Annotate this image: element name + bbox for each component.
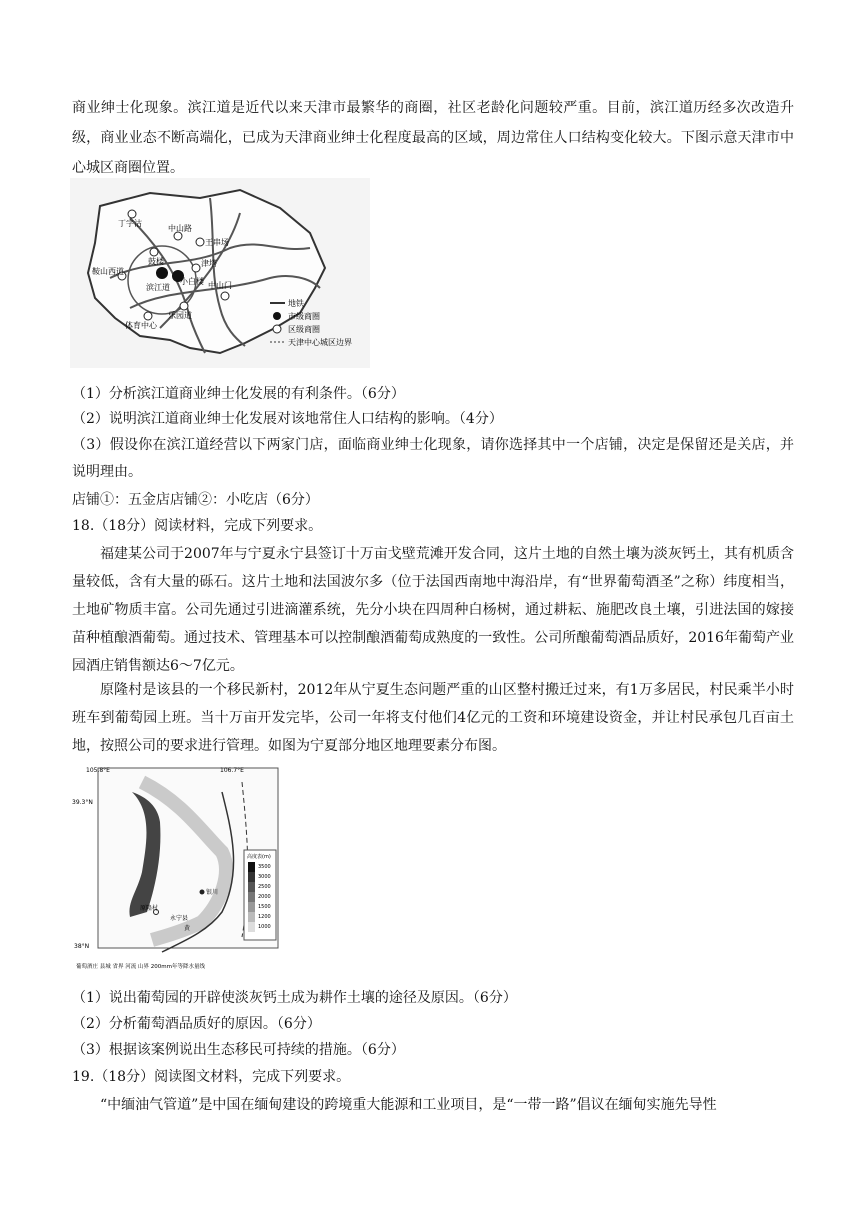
legend-value-2: 3000 (258, 874, 271, 880)
label-anshanxidao: 鞍山西道 (92, 267, 124, 276)
q19-heading: 19.（18分）阅读图文材料，完成下列要求。 (72, 1069, 351, 1085)
place-yinchuan: 银川 (206, 889, 219, 896)
label-tiyuzhongxin: 体育中心 (125, 321, 157, 330)
legend-value-5: 1500 (258, 904, 271, 910)
label-wangchuanchang: 王串场 (205, 238, 229, 247)
label-zhongshanmen: 中山门 (208, 281, 232, 290)
legend-district-level: 区级商圈 (288, 325, 320, 334)
label-zhongshanlu: 中山路 (168, 224, 192, 233)
legend-city-level: 市级商圈 (288, 312, 320, 321)
place-yongning: 永宁县 (170, 915, 189, 922)
legend-elevation-title: 高度表(m) (247, 854, 271, 860)
label-jinta: 津塔 (201, 259, 217, 268)
label-binjiangdao: 滨江道 (146, 283, 170, 292)
q18-paragraph-1: 福建某公司于2007年与宁夏永宁县签订十万亩戈壁荒滩开发合同，这片土地的自然土壤为淡灰钙土，其有机质含量较低，含有大量的砾石。这片土地和法国波尔多（位于法国西南地中海沿岸，有“世界葡萄酒圣”之称）纬度相当，土地矿物质丰富。公司先通过引进滴灌系统，先分小块在四周种白杨树，通过耕耘、施肥改良土壤，引进法国的嫁接苗种植酿酒葡萄。通过技术、管理基本可以控制酿酒葡萄成熟度的一致性。公司所酿葡萄酒品质好，2016年葡萄产业园酒庄销售额达6～7亿元。 (72, 546, 794, 674)
label-gulou: 鼓楼 (148, 257, 164, 266)
q18-paragraph-2: 原隆村是该县的一个移民新村，2012年从宁夏生态问题严重的山区整村搬迁过来，有1万多居民，村民乘半小时班车到葡萄园上班。当十万亩开发完毕，公司一年将支付他们4亿元的工资和环境建设资金，并让村民承包几百亩土地，按照公司的要求进行管理。如图为宁夏部分地区地理要素分布图。 (72, 682, 794, 754)
q18-heading: 18.（18分）阅读材料，完成下列要求。 (72, 518, 323, 534)
label-xiaobailou: 小白楼 (180, 277, 204, 286)
legend-boundary: 天津中心城区边界 (288, 338, 352, 347)
legend-value-4: 2000 (258, 894, 271, 900)
q18-part2: （2）分析葡萄酒品质好的原因。（6分） (72, 1016, 321, 1032)
q18-part3: （3）根据该案例说出生态移民可持续的措施。（6分） (72, 1042, 405, 1058)
place-huang: 黄 (184, 925, 191, 932)
q17-part2: （2）说明滨江道商业绅士化发展对该地常住人口结构的影响。（4分） (72, 411, 503, 427)
label-leyuandao: 乐园道 (168, 311, 192, 320)
lon-label-2: 106.7°E (220, 767, 244, 774)
place-yuanlongcun: 原隆村 (140, 905, 159, 912)
legend-value-7: 1000 (258, 924, 271, 930)
q17-shop-options: 店铺①：五金店店铺②：小吃店（6分） (72, 492, 319, 508)
lon-label-1: 105.8°E (86, 767, 110, 774)
q18-part1: （1）说出葡萄园的开辟使淡灰钙土成为耕作土壤的途径及原因。（6分） (72, 990, 517, 1006)
q17-part3: （3）假设你在滨江道经营以下两家门店，面临商业绅士化现象，请你选择其中一个店铺，决定是保留还是关店，并说明理由。 (72, 437, 794, 480)
legend-subway: 地铁 (288, 299, 304, 308)
lat-label-1: 39.3°N (72, 799, 93, 806)
legend-value-6: 1200 (258, 914, 271, 920)
map2-bottom-legend: 葡萄酒庄 县城 省界 河流 山界 200mm年等降水量线 (76, 964, 205, 970)
q19-paragraph-1: “中缅油气管道”是中国在缅甸建设的跨境重大能源和工业项目，是“一带一路”倡议在缅甸实施先导性 (100, 1097, 717, 1113)
label-dingzigu: 丁字沽 (118, 219, 142, 228)
intro-paragraph: 商业绅士化现象。滨江道是近代以来天津市最繁华的商圈，社区老龄化问题较严重。目前，滨江道历经多次改造升级，商业业态不断高端化，已成为天津商业绅士化程度最高的区域，周边常住人口结构变化较大。下图示意天津市中心城区商圈位置。 (72, 100, 794, 176)
q17-part1: （1）分析滨江道商业绅士化发展的有利条件。（6分） (72, 386, 405, 402)
ningxia-region-map (72, 762, 287, 980)
legend-value-1: 3500 (258, 864, 271, 870)
tianjin-district-map (70, 178, 370, 368)
legend-value-3: 2500 (258, 884, 271, 890)
lat-label-2: 38°N (74, 943, 90, 950)
